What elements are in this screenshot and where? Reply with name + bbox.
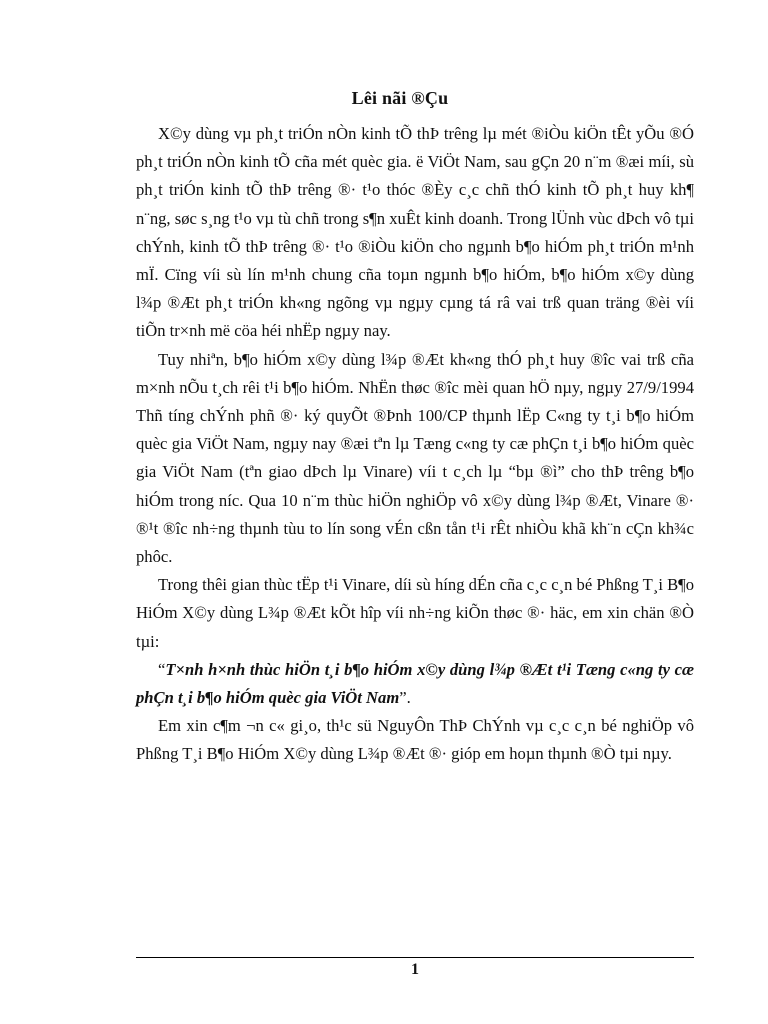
document-body (136, 120, 694, 769)
paragraph-internship: Trong thêi gian thùc tËp t¹i Vinare, díi sù híng dÉn cña c¸c c¸n bé Phßng T¸i B¶o HiÓm X©y dùng L¾p ®Æt kÕt hîp víi nh÷ng kiÕn thøc ®· häc, em xin chän ®Ò tµi: (136, 575, 694, 651)
paragraph-thesis-topic (136, 656, 694, 712)
thesis-topic-text: T×nh h×nh thùc hiÖn t¸i b¶o hiÓm x©y dùng l¾p ®Æt t¹i Tæng c«ng ty cæ phÇn t¸i b¶o hiÓm quèc gia ViÖt Nam (136, 659, 694, 708)
page-number: 1 (411, 961, 419, 978)
close-quote: ”. (399, 688, 411, 708)
paragraph-introduction: X©y dùng vµ ph¸t triÓn nÒn kinh tÕ thÞ trêng lµ mét ®iÒu kiÖn tÊt yÕu ®Ó ph¸t triÓn nÒn kinh tÕ cña mét quèc gia. ë ViÖt Nam, sau gÇn 20 n¨m ®æi míi, sù ph¸t triÓn kinh tÕ thÞ trêng ®· t¹o thóc ®Èy c¸c chñ thÓ kinh tÕ ph¸t huy kh¶ n¨ng, søc s¸ng t¹o vµ tù chñ trong s¶n xuÊt kinh doanh. Trong lÜnh vùc dÞch vô tµi chÝnh, kinh tÕ thÞ trêng ®· t¹o ®iÒu kiÖn cho ngµnh b¶o hiÓm ph¸t triÓn m¹nh mÏ. Cïng víi sù lín m¹nh chung cña toµn ngµnh b¶o hiÓm, b¶o hiÓm x©y dùng l¾p ®Æt ph¸t triÓn kh«ng ngõng vµ ngµy cµng tá râ vai trß quan träng ®èi víi tiÕn tr×nh më cöa héi nhËp ngµy nay. (136, 124, 694, 341)
footer-divider (136, 957, 694, 958)
paragraph-acknowledgement: Em xin c¶m ¬n c« gi¸o, th¹c sü NguyÔn ThÞ ChÝnh vµ c¸c c¸n bé nghiÖp vô Phßng T¸i B¶o HiÓm X©y dùng L¾p ®Æt ®· gióp em hoµn thµnh ®Ò tµi nµy. (136, 716, 694, 764)
page-title: Lêi nãi ®Çu (351, 88, 449, 108)
paragraph-vinare-background: Tuy nhiªn, b¶o hiÓm x©y dùng l¾p ®Æt kh«ng thÓ ph¸t huy ®îc vai trß cña m×nh nÕu t¸ch rêi t¹i b¶o hiÓm. NhËn thøc ®îc mèi quan hÖ nµy, ngµy 27/9/1994 Thñ tíng chÝnh phñ ®· ký quyÕt ®Þnh 100/CP thµnh lËp C«ng ty t¸i b¶o hiÓm quèc gia ViÖt Nam, ngµy nay ®æi tªn lµ Tæng c«ng ty cæ phÇn t¸i b¶o hiÓm quèc gia ViÖt Nam (tªn giao dÞch lµ Vinare) víi t c¸ch lµ “bµ ®ì” cho thÞ trêng b¶o hiÓm trong níc. Qua 10 n¨m thùc hiÖn nghiÖp vô x©y dùng l¾p ®Æt, Vinare ®· ®¹t ®îc nh÷ng thµnh tùu to lín song vÉn cßn tån t¹i rÊt nhiÒu khã kh¨n cÇn kh¾c phôc. (136, 349, 694, 567)
open-quote: “ (158, 659, 166, 679)
